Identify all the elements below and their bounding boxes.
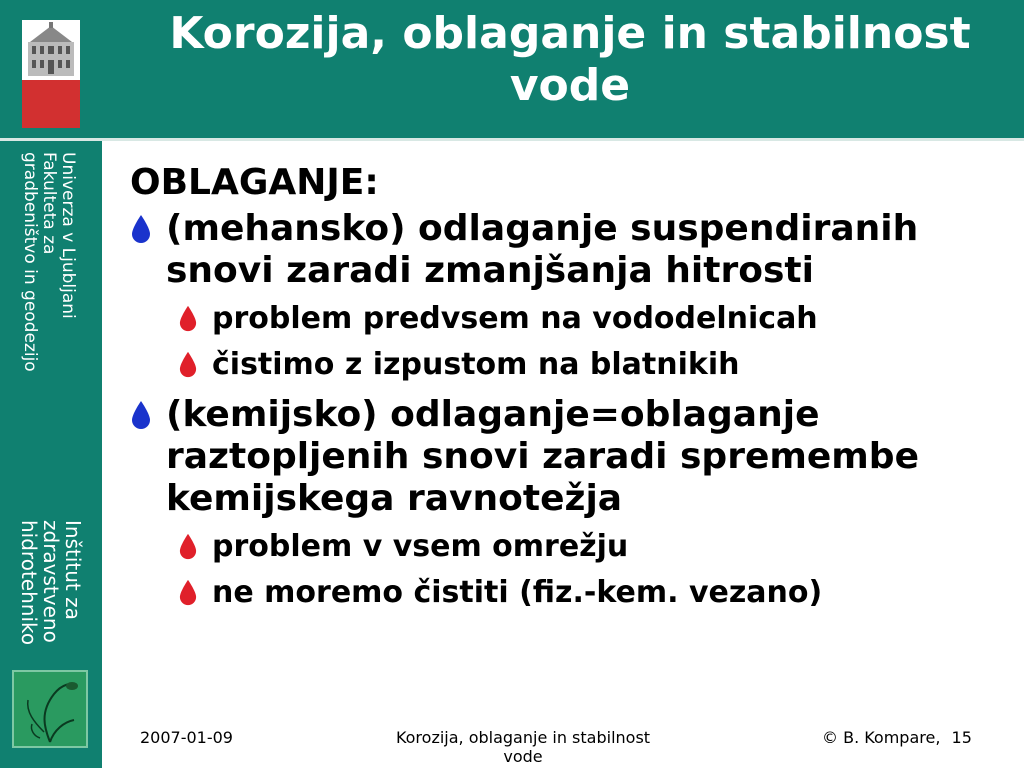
footer-page-number: 15 (951, 728, 972, 747)
bullet-item-6 (126, 574, 1006, 612)
institute-line-2: zdravstveno (39, 520, 63, 643)
bullet-text: ne moremo čistiti (fiz.-kem. vezano) (212, 575, 823, 610)
building-icon (22, 20, 80, 80)
drop-icon (178, 305, 198, 332)
bullet-text: (kemijsko) odlaganje=oblaganje raztopljenih snovi zaradi spremembe kemijskega ravnotežja (166, 394, 919, 519)
footer-title: Korozija, oblaganje in stabilnost vode (395, 728, 651, 766)
university-name (20, 152, 77, 372)
institute-name (18, 520, 84, 645)
institute-line-1: Inštitut za (61, 520, 85, 620)
university-logo (22, 20, 80, 128)
plant-illustration-icon (14, 672, 86, 746)
university-line-2: Fakulteta za (39, 152, 59, 255)
bullet-item-2 (126, 300, 1006, 338)
bullet-text: (mehansko) odlaganje suspendiranih snovi zaradi zmanjšanja hitrosti (166, 208, 919, 291)
drop-icon (178, 351, 198, 378)
university-line-3: gradbeništvo in geodezijo (20, 152, 40, 372)
drop-icon (130, 214, 152, 244)
bullet-text: problem predvsem na vododelnicah (212, 301, 818, 336)
footer-date: 2007-01-09 (140, 728, 233, 747)
drop-icon (178, 533, 198, 560)
footer-credit (822, 728, 972, 747)
drop-icon (178, 579, 198, 606)
bullet-text: problem v vsem omrežju (212, 529, 629, 564)
bullet-text: čistimo z izpustom na blatnikih (212, 347, 740, 382)
bullet-item-1 (126, 208, 1006, 292)
university-line-1: Univerza v Ljubljani (58, 152, 78, 319)
bullet-item-5 (126, 528, 1006, 566)
slide-content (126, 160, 1006, 612)
slide-title: Korozija, oblaganje in stabilnost vode (169, 8, 971, 111)
header-divider (0, 138, 1024, 141)
section-heading: OBLAGANJE: (130, 162, 379, 203)
bullet-item-3 (126, 346, 1006, 384)
bullet-item-4 (126, 394, 1006, 520)
institute-logo (12, 670, 88, 748)
footer-author: © B. Kompare, (822, 728, 941, 747)
logo-red-band (22, 80, 80, 128)
drop-icon (130, 400, 152, 430)
institute-line-3: hidrotehniko (17, 520, 41, 646)
